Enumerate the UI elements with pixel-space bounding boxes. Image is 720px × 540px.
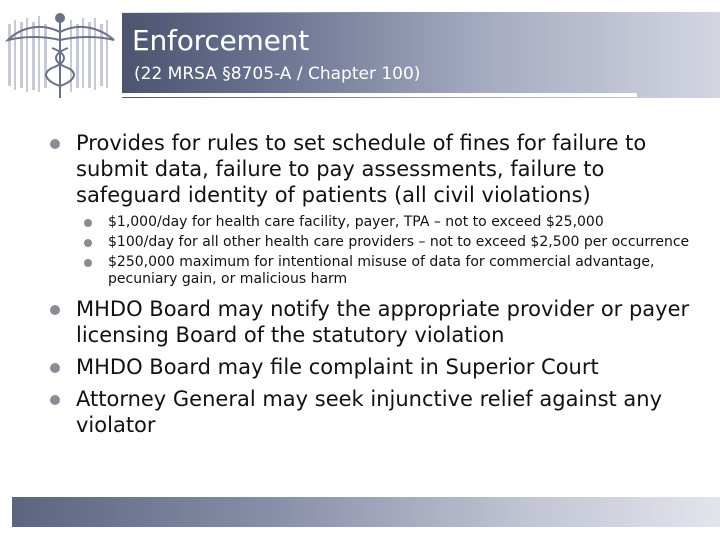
caduceus-logo-icon xyxy=(0,10,122,102)
bullet-dot-icon xyxy=(50,363,60,373)
title-divider xyxy=(122,93,637,97)
slide-subtitle: (22 MRSA §8705-A / Chapter 100) xyxy=(134,64,421,84)
bullet-text: Provides for rules to set schedule of fines for failure to submit data, failure to pay assessments, failure to safeguard identity of patients (all civil violations) xyxy=(76,131,647,207)
bullet-item xyxy=(50,386,690,438)
sub-bullet-item xyxy=(50,234,690,251)
sub-bullet-item xyxy=(50,214,690,231)
bullet-dot-icon xyxy=(50,139,60,149)
sub-bullet-text: $100/day for all other health care providers – not to exceed $2,500 per occurrence xyxy=(108,234,690,250)
bullet-dot-icon xyxy=(84,259,92,267)
bullet-item xyxy=(50,130,690,208)
bullet-text: MHDO Board may file complaint in Superior Court xyxy=(76,355,599,379)
footer-bar xyxy=(12,497,720,527)
bullet-text: MHDO Board may notify the appropriate provider or payer licensing Board of the statutory violation xyxy=(76,297,690,347)
sub-bullet-item xyxy=(50,254,690,288)
sub-bullet-list xyxy=(50,214,690,288)
bullet-dot-icon xyxy=(84,219,92,227)
bullet-item xyxy=(50,354,690,380)
bullet-dot-icon xyxy=(50,395,60,405)
sub-bullet-text: $250,000 maximum for intentional misuse of data for commercial advantage, pecuniary gain, or malicious harm xyxy=(108,254,655,287)
bullet-dot-icon xyxy=(50,305,60,315)
sub-bullet-text: $1,000/day for health care facility, payer, TPA – not to exceed $25,000 xyxy=(108,214,604,230)
bullet-list xyxy=(50,130,690,438)
title-bar xyxy=(122,12,720,98)
slide-title: Enforcement xyxy=(132,24,309,57)
bullet-text: Attorney General may seek injunctive relief against any violator xyxy=(76,387,663,437)
bullet-item xyxy=(50,296,690,348)
bullet-dot-icon xyxy=(84,239,92,247)
